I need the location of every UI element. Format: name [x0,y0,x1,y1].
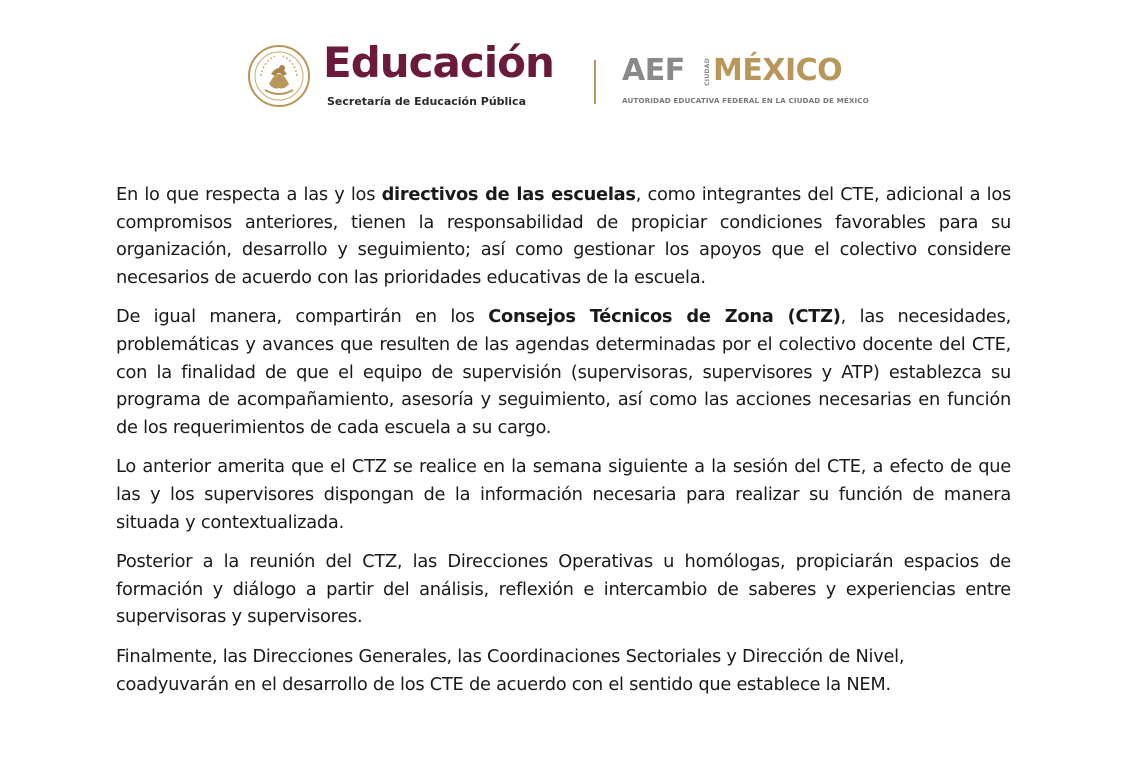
p2-text-a: De igual manera, compartirán en los [116,306,489,328]
document-body [116,181,1011,710]
educacion-logo-text: Educación [323,38,554,87]
logo-divider [594,60,596,104]
page-header [0,40,1138,114]
paragraph-1 [116,181,1011,291]
aef-subtitle: AUTORIDAD EDUCATIVA FEDERAL EN LA CIUDAD DE MÉXICO [622,96,869,105]
paragraph-4: Posterior a la reunión del CTZ, las Direcciones Operativas u homólogas, propiciarán espacios de formación y diálogo a partir del análisis, reflexión e intercambio de saberes y experiencias entre supervisoras y supervisores. [116,551,1011,628]
aef-text: AEF [622,53,685,88]
mexico-text: MÉXICO [713,53,843,88]
p1-text-b: , como integrantes del CTE, adicional a los compromisos anteriores, tienen la responsabilidad de propiciar condiciones favorables para su organización, desarrollo y seguimiento; así como gestionar los apoyos que el colectivo considere necesarios de acuerdo con las prioridades educativas de la escuela. [116,184,1012,288]
paragraph-3: Lo anterior amerita que el CTZ se realice en la semana siguiente a la sesión del CTE, a efecto de que las y los supervisores dispongan de la información necesaria para realizar su función de manera situada y contextualizada. [116,456,1011,533]
paragraph-2 [116,303,1011,441]
national-seal-icon [247,44,311,108]
p1-text-a: En lo que respecta a las y los [116,184,382,205]
p1-bold: directivos de las escuelas [381,184,636,205]
p2-bold: Consejos Técnicos de Zona (CTZ) [488,306,841,328]
p2-text-b: , las necesidades, problemáticas y avances que resulten de las agendas determinadas por el colectivo docente del CTE, con la finalidad de que el equipo de supervisión (supervisoras, supervisores y ATP) establezca su programa de acompañamiento, asesoría y seguimiento, así como las acciones necesarias en función de los requerimientos de cada escuela a su cargo. [116,306,1011,438]
paragraph-5: Finalmente, las Direcciones Generales, las Coordinaciones Sectoriales y Dirección de Nivel, coadyuvarán en el desarrollo de los CTE de acuerdo con el sentido que establece la NEM. [116,645,905,695]
sep-subtitle: Secretaría de Educación Pública [327,95,527,108]
ciudad-vertical-text: CIUDAD [704,58,711,86]
